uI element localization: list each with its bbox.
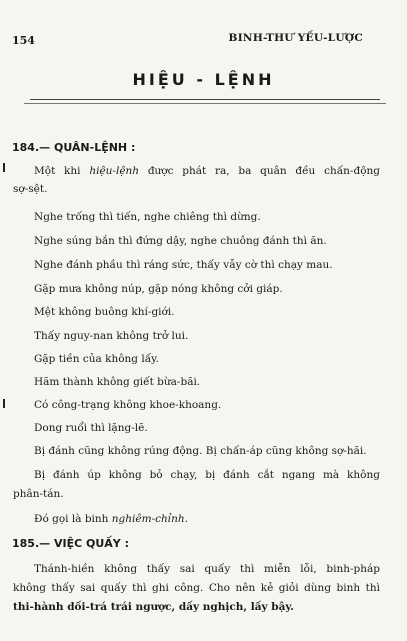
rule-line: Bị đánh cũng không rúng động. Bị chấn-áp cũng không sợ-hãi. [34, 445, 367, 457]
rule-line: Hãm thành không giết bừa-bãi. [34, 376, 201, 388]
rule-line: Dong ruổi thì lặng-lẽ. [34, 422, 148, 434]
paragraph-line-1: Thánh-hiền không thấy sai quấy thì miễn lỗi, binh-pháp [34, 563, 380, 575]
rule-line-12b: phân-tán. [13, 488, 64, 500]
rule-line: Gặp tiền của không lấy. [34, 353, 160, 365]
margin-mark [3, 163, 5, 172]
running-title: BINH-THƯ YẾU-LƯỢC [228, 32, 363, 44]
rule-line-12a: Bị đánh úp không bỏ chạy, bị đánh cắt ngang mà không [34, 469, 380, 481]
title-rule-bottom [24, 103, 386, 104]
rule-line: Gặp mưa không núp, gặp nóng không cởi giáp. [34, 283, 283, 295]
rule-line: Nghe trống thì tiến, nghe chiêng thì dừng. [34, 211, 261, 223]
intro-line-1 [34, 165, 380, 177]
page-number: 154 [12, 34, 35, 47]
rule-line: Nghe đánh phầu thì ráng sức, thấy vẫy cờ thì chạy mau. [34, 259, 333, 271]
chapter-title: HIỆU - LỆNH [132, 70, 275, 89]
intro-text-b: được phát ra, ba quân đều chấn-động [147, 165, 380, 177]
margin-mark [3, 399, 5, 408]
closing-emphasis: nghiêm-chỉnh. [111, 513, 188, 525]
closing-text: Đó gọi là binh [34, 513, 109, 525]
section-heading-184: 184.— QUÂN-LỆNH : [12, 141, 136, 154]
rule-line: Mệt không buông khí-giới. [34, 306, 175, 318]
paragraph-line-3: thi-hành dối-trá trái ngược, dấy nghịch, lấy bậy. [13, 601, 294, 613]
intro-text-a: Một khi [34, 165, 81, 177]
paragraph-line-2: không thấy sai quấy thì ghi công. Cho nên kẻ giỏi dùng binh thì [13, 582, 380, 594]
section-heading-185: 185.— VIỆC QUẤY : [12, 537, 129, 550]
intro-emphasis: hiệu-lệnh [89, 165, 140, 177]
rule-line: Nghe súng bắn thì đứng dậy, nghe chuông đánh thì ăn. [34, 235, 327, 247]
title-rule-top [30, 99, 380, 100]
rule-line: Thấy nguy-nan không trở lui. [34, 330, 189, 342]
rule-line: Có công-trạng không khoe-khoang. [34, 399, 222, 411]
closing-line [34, 513, 188, 525]
intro-line-2: sợ-sệt. [13, 183, 48, 195]
